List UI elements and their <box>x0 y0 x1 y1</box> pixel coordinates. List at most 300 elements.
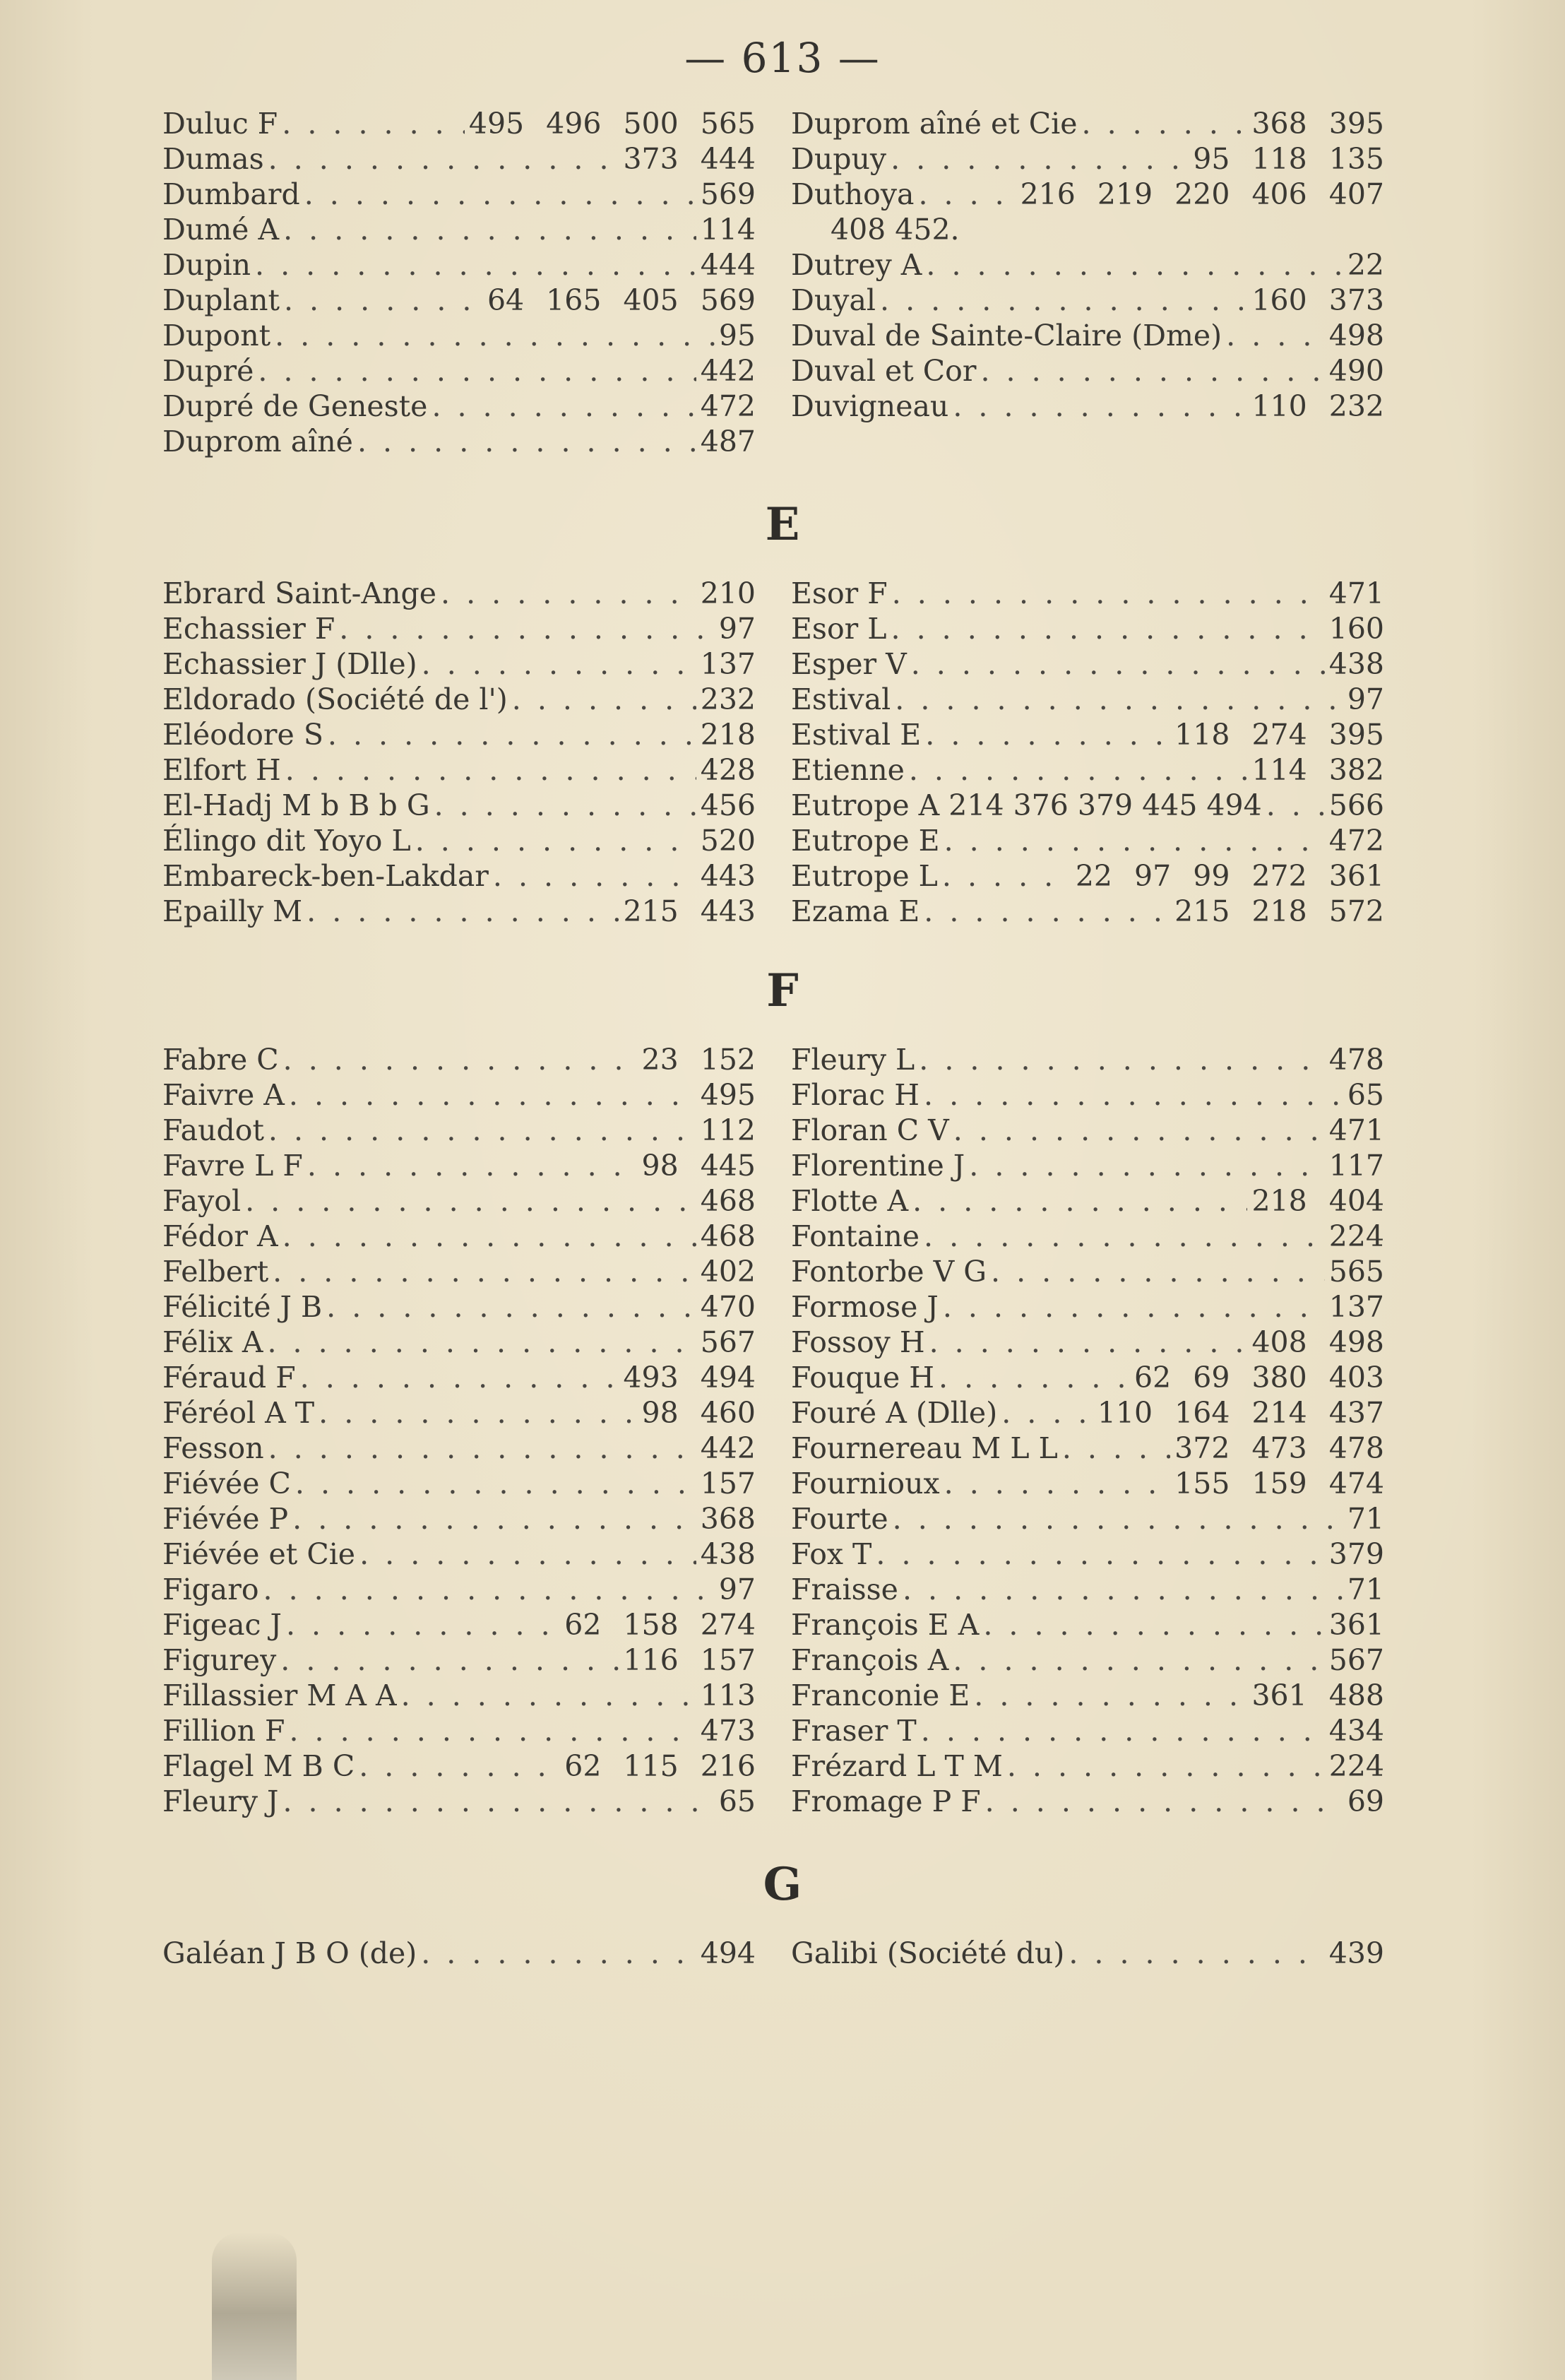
entry-pages: 160 <box>1328 612 1384 646</box>
dot-leader <box>422 646 696 682</box>
entry-name: Eutrope E <box>791 824 940 858</box>
entry-name: Félicité J B <box>162 1290 323 1324</box>
index-entry <box>162 1042 756 1077</box>
index-entry <box>791 1042 1384 1077</box>
dot-leader <box>929 1325 1248 1360</box>
entry-pages: 567 <box>700 1325 756 1359</box>
entry-pages: 373 444 <box>623 142 756 176</box>
entry-pages: 23 152 <box>641 1043 756 1077</box>
entry-name: Fraisse <box>791 1573 898 1606</box>
index-entry <box>791 858 1384 894</box>
entry-pages: 114 382 <box>1251 753 1384 787</box>
dot-leader <box>924 894 1170 929</box>
section-letter-f: F <box>766 964 799 1017</box>
column-right <box>791 1042 1384 1819</box>
entry-name: Estival <box>791 682 891 716</box>
dot-leader <box>307 1148 638 1183</box>
section-e <box>162 576 1384 936</box>
index-entry <box>791 353 1384 389</box>
dot-leader <box>944 1466 1171 1501</box>
dot-leader <box>286 1607 560 1642</box>
entry-pages: 472 <box>1328 824 1384 858</box>
entry-pages: 95 118 135 <box>1193 142 1384 176</box>
entry-pages: 456 <box>700 788 756 822</box>
entry-pages: 473 <box>700 1714 756 1748</box>
entry-name: Duprom aîné <box>162 425 353 458</box>
entry-name: 408 452. <box>831 213 960 247</box>
entry-name: Ebrard Saint-Ange <box>162 576 436 610</box>
index-entry <box>791 177 1384 212</box>
index-entry <box>162 788 756 823</box>
entry-name: Fraser T <box>791 1714 917 1748</box>
entry-name: Duluc F <box>162 107 278 141</box>
entry-name: Féréol A T <box>162 1396 315 1430</box>
entry-pages: 372 473 478 <box>1174 1431 1384 1465</box>
entry-name: Formose J <box>791 1290 939 1324</box>
column-right <box>791 106 1384 424</box>
entry-pages: 443 <box>700 859 756 893</box>
column-right <box>791 1936 1384 1971</box>
dot-leader <box>268 1431 696 1466</box>
entry-pages: 439 <box>1328 1936 1384 1970</box>
entry-pages: 361 <box>1328 1608 1384 1642</box>
entry-name: Dupuy <box>791 142 887 176</box>
entry-pages: 117 <box>1328 1149 1384 1183</box>
index-entry <box>162 177 756 212</box>
entry-pages: 471 <box>1328 1113 1384 1147</box>
dot-leader <box>289 1077 696 1113</box>
entry-pages: 444 <box>700 248 756 282</box>
entry-name: Florac H <box>791 1078 920 1112</box>
index-entry <box>162 1360 756 1395</box>
page-stain <box>212 2232 297 2380</box>
dot-leader <box>328 717 696 752</box>
entry-name: Faivre A <box>162 1078 285 1112</box>
entry-pages: 65 <box>1347 1078 1384 1112</box>
entry-pages: 408 498 <box>1251 1325 1384 1359</box>
index-entry <box>162 1219 756 1254</box>
index-entry <box>791 389 1384 424</box>
index-entry <box>162 247 756 283</box>
index-entry <box>162 894 756 929</box>
dot-leader <box>415 823 696 858</box>
index-entry <box>791 1431 1384 1466</box>
dot-leader <box>401 1678 696 1713</box>
section-f <box>162 1042 1384 1826</box>
entry-pages: 218 404 <box>1251 1184 1384 1218</box>
dot-leader <box>983 1607 1324 1642</box>
dot-leader <box>255 247 696 283</box>
entry-name: Eldorado (Société de l') <box>162 682 508 716</box>
entry-pages: 567 <box>1328 1643 1384 1677</box>
entry-pages: 215 218 572 <box>1174 894 1384 928</box>
index-entry <box>162 717 756 752</box>
index-entry <box>162 1784 756 1819</box>
entry-name: Fontaine <box>791 1219 920 1253</box>
entry-pages: 110 164 214 437 <box>1097 1396 1384 1430</box>
entry-pages: 98 460 <box>641 1396 756 1430</box>
entry-pages: 495 496 500 565 <box>468 107 756 141</box>
index-entry <box>162 1678 756 1713</box>
index-entry <box>791 823 1384 858</box>
dot-leader <box>912 1183 1247 1219</box>
entry-pages: 71 <box>1347 1573 1384 1606</box>
entry-pages: 471 <box>1328 576 1384 610</box>
index-entry <box>162 682 756 717</box>
entry-pages: 434 <box>1328 1714 1384 1748</box>
entry-pages: 65 <box>718 1784 756 1818</box>
dot-leader <box>969 1148 1324 1183</box>
index-entry <box>791 1748 1384 1784</box>
entry-pages: 487 <box>700 425 756 458</box>
entry-name: Echassier F <box>162 612 335 646</box>
entry-pages: 470 <box>700 1290 756 1324</box>
entry-pages: 442 <box>700 354 756 388</box>
dot-leader <box>441 576 696 611</box>
index-entry <box>791 1501 1384 1537</box>
entry-name: Figaro <box>162 1573 259 1606</box>
dot-leader <box>289 1713 696 1748</box>
entry-name: Fouque H <box>791 1361 934 1395</box>
entry-pages: 157 <box>700 1467 756 1500</box>
index-entry <box>791 1936 1384 1971</box>
index-entry <box>791 576 1384 611</box>
entry-pages: 368 <box>700 1502 756 1536</box>
entry-pages: 379 <box>1328 1537 1384 1571</box>
entry-name: Duvigneau <box>791 389 949 423</box>
entry-pages: 22 97 99 272 361 <box>1075 859 1384 893</box>
index-entry <box>162 752 756 788</box>
dot-leader <box>911 646 1325 682</box>
index-entry <box>791 1607 1384 1642</box>
entry-pages: 566 <box>1328 788 1384 822</box>
column-right <box>791 576 1384 929</box>
index-entry <box>791 212 1384 247</box>
entry-name: Fouré A (Dlle) <box>791 1396 998 1430</box>
dot-leader <box>891 141 1189 177</box>
entry-pages: 112 <box>700 1113 756 1147</box>
entry-pages: 69 <box>1347 1784 1384 1818</box>
entry-pages: 468 <box>700 1184 756 1218</box>
dot-leader <box>1007 1748 1325 1784</box>
entry-pages: 113 <box>700 1679 756 1712</box>
entry-pages: 114 <box>700 213 756 247</box>
dot-leader <box>258 353 696 389</box>
index-entry <box>162 1501 756 1537</box>
index-entry <box>162 1936 756 1971</box>
dot-leader <box>1069 1936 1324 1971</box>
entry-name: Floran C V <box>791 1113 949 1147</box>
dot-leader <box>512 682 696 717</box>
section-d <box>162 106 1384 466</box>
dot-leader <box>925 717 1170 752</box>
entry-pages: 116 157 <box>623 1643 756 1677</box>
dot-leader <box>980 353 1324 389</box>
entry-pages: 95 <box>718 319 756 353</box>
entry-name: Fossoy H <box>791 1325 925 1359</box>
dot-leader <box>1082 106 1248 141</box>
entry-name: Faudot <box>162 1113 264 1147</box>
dot-leader <box>880 283 1247 318</box>
entry-name: Fournioux <box>791 1467 940 1500</box>
dot-leader <box>283 1042 638 1077</box>
entry-pages: 565 <box>1328 1255 1384 1289</box>
index-entry <box>791 646 1384 682</box>
dot-leader <box>432 389 696 424</box>
index-entry <box>162 646 756 682</box>
entry-name: Duthoya <box>791 177 915 211</box>
index-entry <box>791 1395 1384 1431</box>
entry-pages: 155 159 474 <box>1174 1467 1384 1500</box>
entry-name: Fayol <box>162 1184 242 1218</box>
index-entry <box>791 283 1384 318</box>
entry-pages: 498 <box>1328 319 1384 353</box>
dot-leader <box>944 823 1325 858</box>
entry-pages: 368 395 <box>1251 107 1384 141</box>
entry-pages: 361 488 <box>1251 1679 1384 1712</box>
dot-leader <box>1266 788 1325 823</box>
entry-name: Esor L <box>791 612 887 646</box>
entry-name: Fillassier M A A <box>162 1679 397 1712</box>
column-left <box>162 1042 756 1819</box>
entry-name: Élingo dit Yoyo L <box>162 824 411 858</box>
index-entry <box>791 1642 1384 1678</box>
index-entry <box>162 1395 756 1431</box>
dot-leader <box>319 1395 637 1431</box>
dot-leader <box>359 1537 696 1572</box>
entry-name: Dutrey A <box>791 248 922 282</box>
dot-leader <box>267 1325 696 1360</box>
entry-pages: 478 <box>1328 1043 1384 1077</box>
column-left <box>162 576 756 929</box>
index-entry <box>791 1360 1384 1395</box>
index-entry <box>791 1325 1384 1360</box>
entry-name: Duprom aîné et Cie <box>791 107 1078 141</box>
index-entry <box>162 1642 756 1678</box>
index-entry <box>162 1572 756 1607</box>
dot-leader <box>953 1113 1325 1148</box>
index-entry <box>791 318 1384 353</box>
index-entry <box>162 106 756 141</box>
index-entry <box>791 611 1384 646</box>
entry-pages: 472 <box>700 389 756 423</box>
entry-name: Fiévée et Cie <box>162 1537 356 1571</box>
index-entry <box>791 106 1384 141</box>
entry-name: Ezama E <box>791 894 920 928</box>
index-entry <box>791 1784 1384 1819</box>
index-entry <box>162 1254 756 1289</box>
dot-leader <box>282 1219 696 1254</box>
dot-leader <box>939 1360 1130 1395</box>
entry-pages: 468 <box>700 1219 756 1253</box>
dot-leader <box>304 177 696 212</box>
dot-leader <box>275 318 715 353</box>
entry-pages: 118 274 395 <box>1174 718 1384 752</box>
entry-name: Fox T <box>791 1537 872 1571</box>
index-entry <box>162 1431 756 1466</box>
entry-pages: 490 <box>1328 354 1384 388</box>
entry-pages: 137 <box>1328 1290 1384 1324</box>
entry-name: Frézard L T M <box>791 1749 1003 1783</box>
entry-pages: 495 <box>700 1078 756 1112</box>
entry-name: Flotte A <box>791 1184 909 1218</box>
entry-name: Estival E <box>791 718 922 752</box>
dot-leader <box>953 389 1247 424</box>
index-entry <box>791 752 1384 788</box>
index-entry <box>162 424 756 459</box>
entry-name: Fillion F <box>162 1714 285 1748</box>
entry-pages: 218 <box>700 718 756 752</box>
entry-name: Féraud F <box>162 1361 296 1395</box>
entry-name: Franconie E <box>791 1679 970 1712</box>
index-entry <box>162 389 756 424</box>
dot-leader <box>284 283 483 318</box>
entry-name: Fontorbe V G <box>791 1255 987 1289</box>
entry-name: Florentine J <box>791 1149 965 1183</box>
index-entry <box>791 1466 1384 1501</box>
entry-name: Embareck-ben-Lakdar <box>162 859 489 893</box>
column-left <box>162 106 756 459</box>
index-entry <box>791 1077 1384 1113</box>
dot-leader <box>926 247 1343 283</box>
entry-name: Eléodore S <box>162 718 323 752</box>
dot-leader <box>1001 1395 1093 1431</box>
entry-pages: 232 <box>700 682 756 716</box>
dot-leader <box>1226 318 1325 353</box>
index-entry <box>162 858 756 894</box>
dot-leader <box>421 1936 696 1971</box>
entry-pages: 438 <box>1328 647 1384 681</box>
dot-leader <box>282 106 465 141</box>
entry-pages: 442 <box>700 1431 756 1465</box>
entry-name: Dumbard <box>162 177 300 211</box>
entry-name: Figurey <box>162 1643 277 1677</box>
index-entry <box>162 1713 756 1748</box>
dot-leader <box>493 858 696 894</box>
dot-leader <box>991 1254 1325 1289</box>
dot-leader <box>903 1572 1343 1607</box>
entry-name: El-Hadj M b B b G <box>162 788 430 822</box>
entry-pages: 569 <box>700 177 756 211</box>
entry-name: Fleury L <box>791 1043 915 1077</box>
entry-name: Galéan J B O (de) <box>162 1936 417 1970</box>
dot-leader <box>893 1501 1343 1537</box>
index-entry <box>162 283 756 318</box>
entry-name: Duplant <box>162 283 280 317</box>
dot-leader <box>895 682 1343 717</box>
dot-leader <box>285 752 696 788</box>
entry-name: Esper V <box>791 647 907 681</box>
index-entry <box>791 1572 1384 1607</box>
dot-leader <box>292 1501 696 1537</box>
index-entry <box>162 611 756 646</box>
entry-name: Fleury J <box>162 1784 279 1818</box>
dot-leader <box>300 1360 619 1395</box>
dot-leader <box>268 141 619 177</box>
entry-pages: 216 219 220 406 407 <box>1020 177 1384 211</box>
index-entry <box>162 141 756 177</box>
column-left <box>162 1936 756 1971</box>
entry-name: Félix A <box>162 1325 263 1359</box>
entry-pages: 97 <box>718 1573 756 1606</box>
index-entry <box>162 1183 756 1219</box>
index-entry <box>162 1537 756 1572</box>
dot-leader <box>891 611 1325 646</box>
entry-name: Favre L F <box>162 1149 303 1183</box>
index-entry <box>162 1077 756 1113</box>
entry-name: Fiévée P <box>162 1502 289 1536</box>
dot-leader <box>339 611 715 646</box>
index-entry <box>791 1148 1384 1183</box>
entry-name: Duyal <box>791 283 876 317</box>
dot-leader <box>921 1713 1325 1748</box>
index-entry <box>791 1113 1384 1148</box>
entry-pages: 520 <box>700 824 756 858</box>
entry-name: Fabre C <box>162 1043 279 1077</box>
page-number: — 613 — <box>684 34 881 82</box>
entry-name: Eutrope A 214 376 379 445 494 <box>791 788 1262 822</box>
entry-name: Dupré de Geneste <box>162 389 428 423</box>
entry-name: Echassier J (Dlle) <box>162 647 417 681</box>
entry-name: Fiévée C <box>162 1467 291 1500</box>
dot-leader <box>268 1113 696 1148</box>
index-entry <box>791 1537 1384 1572</box>
dot-leader <box>245 1183 696 1219</box>
dot-leader <box>263 1572 715 1607</box>
entry-pages: 160 373 <box>1251 283 1384 317</box>
index-entry <box>791 788 1384 823</box>
entry-pages: 428 <box>700 753 756 787</box>
dot-leader <box>919 1042 1324 1077</box>
entry-name: Fesson <box>162 1431 264 1465</box>
index-entry <box>162 1289 756 1325</box>
dot-leader <box>326 1289 696 1325</box>
index-entry <box>791 1713 1384 1748</box>
dot-leader <box>924 1219 1325 1254</box>
dot-leader <box>943 1289 1325 1325</box>
entry-name: Duval de Sainte-Claire (Dme) <box>791 319 1222 353</box>
entry-name: Dupré <box>162 354 254 388</box>
entry-name: Esor F <box>791 576 888 610</box>
entry-pages: 494 <box>700 1936 756 1970</box>
section-letter-e: E <box>765 498 800 551</box>
index-entry <box>162 576 756 611</box>
entry-pages: 62 69 380 403 <box>1134 1361 1384 1395</box>
entry-name: Dupont <box>162 319 271 353</box>
dot-leader <box>918 177 1016 212</box>
entry-pages: 62 158 274 <box>564 1608 756 1642</box>
index-entry <box>791 1254 1384 1289</box>
dot-leader <box>953 1642 1324 1678</box>
entry-name: Felbert <box>162 1255 269 1289</box>
index-entry <box>791 1219 1384 1254</box>
dot-leader <box>434 788 696 823</box>
dot-leader <box>280 1642 619 1678</box>
index-entry <box>162 1748 756 1784</box>
entry-pages: 62 115 216 <box>564 1749 756 1783</box>
entry-name: François E A <box>791 1608 980 1642</box>
index-entry <box>791 1289 1384 1325</box>
dot-leader <box>357 424 696 459</box>
entry-pages: 215 443 <box>623 894 756 928</box>
index-entry <box>162 823 756 858</box>
dot-leader <box>892 576 1325 611</box>
entry-name: Fournereau M L L <box>791 1431 1058 1465</box>
entry-name: Eutrope L <box>791 859 938 893</box>
entry-pages: 22 <box>1347 248 1384 282</box>
section-letter-g: G <box>763 1858 802 1911</box>
entry-pages: 110 232 <box>1251 389 1384 423</box>
